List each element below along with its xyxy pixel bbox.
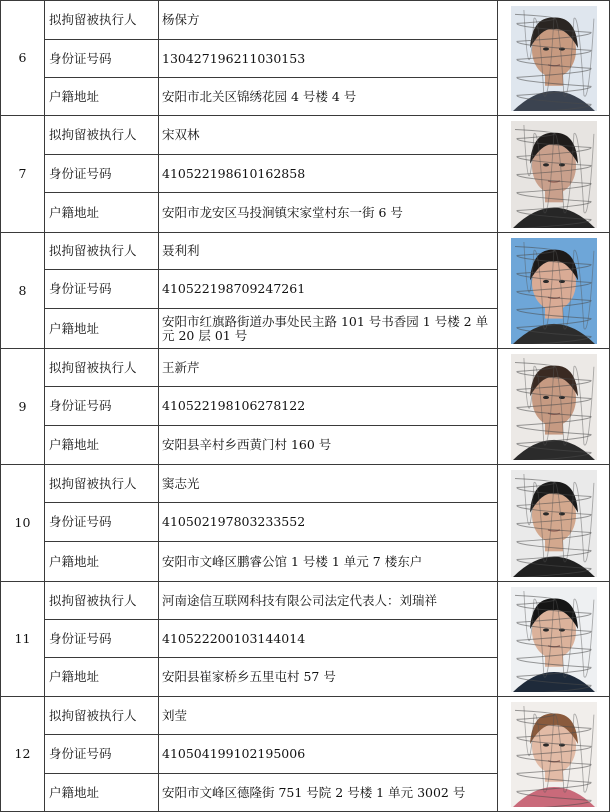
household-address: 安阳市龙安区马投涧镇宋家堂村东一街 6 号 <box>159 193 498 233</box>
detainee-name: 王新芹 <box>159 349 498 387</box>
photo-cell <box>498 1 610 116</box>
household-address: 安阳市北关区锦绣花园 4 号楼 4 号 <box>159 78 498 116</box>
portrait-image <box>511 587 597 692</box>
portrait-photo <box>511 354 597 460</box>
detainee-name: 宋双林 <box>159 116 498 155</box>
portrait-photo <box>511 587 597 692</box>
id-number: 410502197803233552 <box>159 503 498 542</box>
id-number: 410522200103144014 <box>159 620 498 658</box>
record-row-detainee <box>1 465 610 503</box>
photo-cell <box>498 582 610 697</box>
id-number: 410522198709247261 <box>159 270 498 309</box>
portrait-photo <box>511 702 597 807</box>
label-address: 户籍地址 <box>45 542 159 582</box>
label-address: 户籍地址 <box>45 658 159 697</box>
record-row-detainee <box>1 116 610 155</box>
portrait-image <box>511 470 597 577</box>
record-number: 9 <box>1 349 45 465</box>
label-address: 户籍地址 <box>45 309 159 349</box>
portrait-image <box>511 354 597 460</box>
label-id-number: 身份证号码 <box>45 40 159 78</box>
photo-cell <box>498 233 610 349</box>
record-row-detainee <box>1 233 610 270</box>
portrait-photo <box>511 121 597 228</box>
label-id-number: 身份证号码 <box>45 620 159 658</box>
record-number: 8 <box>1 233 45 349</box>
portrait-photo <box>511 6 597 111</box>
portrait-photo <box>511 470 597 577</box>
photo-cell <box>498 465 610 582</box>
household-address: 安阳市文峰区德隆街 751 号院 2 号楼 1 单元 3002 号 <box>159 774 498 812</box>
label-detainee: 拟拘留被执行人 <box>45 1 159 40</box>
record-row-detainee <box>1 582 610 620</box>
label-id-number: 身份证号码 <box>45 387 159 426</box>
id-number: 130427196211030153 <box>159 40 498 78</box>
record-number: 6 <box>1 1 45 116</box>
record-row-detainee <box>1 697 610 735</box>
household-address: 安阳市文峰区鹏睿公馆 1 号楼 1 单元 7 楼东户 <box>159 542 498 582</box>
label-id-number: 身份证号码 <box>45 270 159 309</box>
record-row-detainee <box>1 349 610 387</box>
portrait-image <box>511 702 597 807</box>
label-detainee: 拟拘留被执行人 <box>45 116 159 155</box>
record-row-detainee <box>1 1 610 40</box>
photo-cell <box>498 697 610 812</box>
label-detainee: 拟拘留被执行人 <box>45 697 159 735</box>
detainee-name: 河南途信互联网科技有限公司法定代表人：刘瑞祥 <box>159 582 498 620</box>
label-detainee: 拟拘留被执行人 <box>45 582 159 620</box>
id-number: 410522198610162858 <box>159 155 498 193</box>
label-detainee: 拟拘留被执行人 <box>45 465 159 503</box>
portrait-image <box>511 121 597 228</box>
portrait-photo <box>511 238 597 344</box>
record-number: 10 <box>1 465 45 582</box>
detainee-name: 聂利利 <box>159 233 498 270</box>
household-address: 安阳县辛村乡西黄门村 160 号 <box>159 426 498 465</box>
label-detainee: 拟拘留被执行人 <box>45 349 159 387</box>
photo-cell <box>498 349 610 465</box>
record-number: 12 <box>1 697 45 812</box>
label-address: 户籍地址 <box>45 78 159 116</box>
label-address: 户籍地址 <box>45 426 159 465</box>
detainee-name: 窦志光 <box>159 465 498 503</box>
detainee-name: 刘莹 <box>159 697 498 735</box>
household-address: 安阳市红旗路街道办事处民主路 101 号书香园 1 号楼 2 单元 20 层 01 号 <box>159 309 498 349</box>
detainee-table-body <box>1 1 610 812</box>
portrait-image <box>511 238 597 344</box>
label-id-number: 身份证号码 <box>45 155 159 193</box>
portrait-image <box>511 6 597 111</box>
label-id-number: 身份证号码 <box>45 735 159 774</box>
id-number: 410522198106278122 <box>159 387 498 426</box>
label-detainee: 拟拘留被执行人 <box>45 233 159 270</box>
detainee-name: 杨保方 <box>159 1 498 40</box>
household-address: 安阳县崔家桥乡五里屯村 57 号 <box>159 658 498 697</box>
id-number: 410504199102195006 <box>159 735 498 774</box>
record-number: 7 <box>1 116 45 233</box>
photo-cell <box>498 116 610 233</box>
record-number: 11 <box>1 582 45 697</box>
label-id-number: 身份证号码 <box>45 503 159 542</box>
label-address: 户籍地址 <box>45 774 159 812</box>
label-address: 户籍地址 <box>45 193 159 233</box>
